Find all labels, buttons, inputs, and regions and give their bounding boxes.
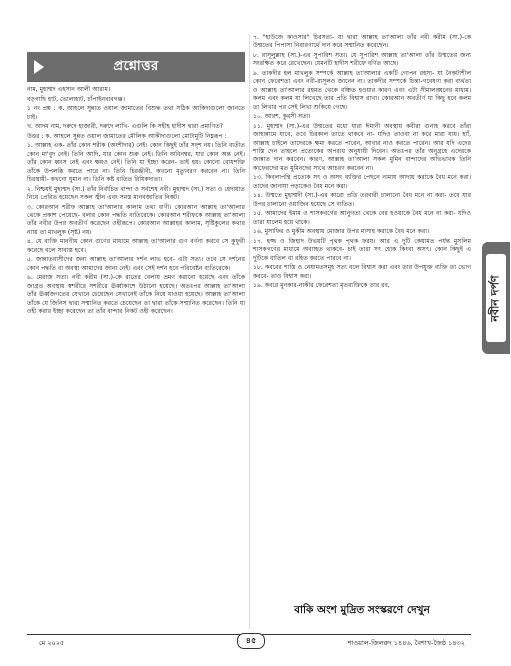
paragraph: ৬. মেরাজ সত্য। নবী করীম (সা.)-কে রাতের বেলায় ভ্রমণ করানো হয়েছে এবং তাঁকে জাগ্রত অবস্থায় স্বশরীরে সশরীরে ঊর্ধ্বাকাশে উঠানো হয়েছে। অতঃপর আল্লাহ তা'আলা তাঁর ঊর্ধ্বজগতের যেখানে চেয়েছেন সেখানেই তাঁকে নিয়ে যাওয়া হয়েছে। আল্লাহ তা'আলা তাঁকে যে জিনিস দ্বারা সম্মানিত করতে চেয়েছেন তা দ্বারা তাঁকে সম্মানিত করেছেন। তিনি যা ওহী করার ইচ্ছা করেছেন তা তাঁর বান্দার নিকট ওহী করেছেন। [27, 274, 245, 316]
arrow-icon [34, 60, 44, 74]
paragraph: নাম, মুহাম্মদ এহসান আলী আরাম। [27, 86, 111, 93]
continued-note: বাকি অংশ মুদ্রিত সংস্করণে দেখুন [294, 604, 430, 616]
paragraph: ১৪. উম্মতে মুহাম্মদী (সা.)-এর কারো প্রতি তরবারী চালানো বৈধ মনে না করা- তবে যার উপর চালানো ওয়াজিব হয়েছে সে ব্যতিত। [253, 192, 471, 208]
column-divider [249, 34, 250, 629]
paragraph: ১৫. আমাদের ইমাম ও শাসকবর্গের আনুগত্য থেকে বের হওয়াকে বৈধ মনে না করা- যদিও তারা যালেম হয়ে থাকে। [253, 210, 471, 226]
paragraph: উত্তর : ক. আহলে সুন্নত ওয়াল জামাতের মৌলিক আকীদাগুলো মোটামুটি নিম্নরূপ : [27, 132, 227, 140]
page-footer [27, 634, 471, 649]
section-title: প্রশ্নোত্তর [113, 58, 159, 74]
page-number: ৪৫ [237, 633, 265, 649]
paragraph: ১১. মুহাম্মদ (সা.)-এর উম্মতের মধ্যে যারা ঈমানী অবস্থায় কবীরা গুনাহ করবে তাঁরা জাহান্নামে যাবে, তবে চিরকাল তাতে থাকবে না- যদিও তাওবা না করে মারা যায়। হ্যাঁ, আল্লাহ চাইলে তাদেরকে ক্ষমা করতে পারেন, আবার নাও করতে পারেন। আর যদি এদের শাস্তি দেন তাহলে প্রত্যেকের অপরাধ অনুযায়ী দিবেন। অতঃপর তাঁর অনুগ্রহে এদেরকে জান্নাত দান করবেন। কারণ, আল্লাহ তা'আলা সকল মুমিন বান্দাদের অভিভাবক তিনি কাফেরদের মত মুমিনদের সাথে আচরণ করবেন না। [253, 122, 471, 172]
footer-date: মে ২০২৫ [39, 639, 65, 647]
paragraph: ১৮. কবরের শাস্তি ও নেয়ামতসমূহ সত্য বলে বিশ্বাস করা এবং তার উপযুক্ত ব্যক্তি তা ভোগ করবে- তাও বিশ্বাস করা। [253, 264, 471, 280]
paragraph: ১. আল্লাহ এক- তাঁর কোন শরীক (অংশীদার) নেই। কোন কিছুই তাঁর সদৃশ নয়। তিনি ব্যতীত কোন মা'বুদ নেই। তিনি আদি, যার কোন শুরু নেই। তিনি অবিনশ্বর, যার কোন অন্ত নেই। তাঁর কোন ধ্বংস নেই এবং ক্ষয়ও নেই। তিনি যা ইচ্ছা করেন- তাই হয়। কোনো বোধশক্তি তাঁকে উপলব্ধি করতে পারে না। তিনি চিরঞ্জীবী, কখনো মৃত্যুবরণ করবেন না। তিনি চিরস্থায়ী- কখনো ঘুমান না। তিনি কষ্ট ব্যতিত রিযিকদাতা। [27, 142, 245, 183]
paragraph: ৪. যে ব্যক্তি মানবীয় কোন গুণের মাধ্যমে আল্লাহ তা'আলার গুণ বর্ণনা করবে সে কুফুরী করেছে বলে সাব্যস্ত হবে। [27, 238, 245, 254]
side-tab [482, 242, 510, 354]
paragraph: ৩. কোরআন শরীফ আল্লাহ তা'আলার কালাম তথা বাণী। কোরআন আল্লাহ তা'আলার থেকে প্রকাশ পেয়েছে- বলার কোন পদ্ধতি ব্যতিরেকে। কোরআন শরীফকে আল্লাহ তা'আলা তাঁর নবীর উপর অবতীর্ণ করেছেন ওহীরূপে। কোরআন আল্লাহর কালাম, সৃষ্টিকুলের কথার ন্যায় তা মাখলুক (সৃষ্ট) নয়। [27, 203, 245, 236]
left-column [27, 86, 245, 318]
side-tab-label-box [486, 254, 506, 342]
paragraph: ৭. "হাউজে কাওসার" চিরসত্য- যা দ্বারা আল্লাহ তা'আলা তাঁর নবী করীম (সা.)-কে উম্মতের পিপাসা নিবারণার্থে দান করে সম্মানিত করেছেন। [253, 34, 471, 50]
section-banner [27, 52, 245, 82]
paragraph: ৫. জান্নাতবাসীদের জন্য আল্লাহ তা'আলার দর্শন লাভ হবে- এটা সত্য। তবে সে দর্শনের কোন পদ্ধতি বা অবস্থা আমাদের জানা নেই। এবং সেই দর্শন হবে পরিবেষ্টন ব্যতিরেকে। [27, 256, 245, 272]
paragraph: ১৭. হজ্জ ও জিহাদ উভয়টি পৃথক পৃথক ফরয। আর এ দুটি কেয়ামত পর্যন্ত মুসলিম শাসকগণের মাধ্যমে অব্যাহত থাকবে- চাই তারা সৎ হোক কিংবা অসৎ। কোন কিছুই এ দুটিকে বাতিল বা রহিত করতে পারবে না। [253, 238, 471, 262]
paragraph: ৯. তাকদীর হল মাখলুক সম্পর্কে আল্লাহ তা'আলার একটি গোপন রহস্য- যা নৈকট্যশীল কোন ফেরেশতা এবং নবী-রাসূলও জানেন না। তাকদীর সম্পর্কে চিন্তা-গবেষণা করা ব্যর্থতা ও আল্লাহ তা'আলার রহমত থেকে বঞ্চিত হওয়ার কারণ এবং এটা সীমালঙ্ঘনের মাধ্যম। কলম এবং কলম যা লিখেছে তার প্রতি বিশ্বাস রাখা। কোরআন অবতীর্ণ যা কিছু হবে কলম তা লিখার পর সেই লিখা শুকিয়ে গেছে। [253, 70, 471, 111]
paragraph: ১৬. মুসাফির ও মুকীম অবস্থায় মোজার উপর মাসাহ করাকে বৈধ মনে করা। [253, 228, 430, 236]
footer-hijri-bangla-date: শাওয়াল-জিলক্বদ ১৪৪৬, বৈশাখ-জৈষ্ঠ ১৪৩২ [347, 639, 465, 647]
right-column [253, 34, 471, 292]
side-tab-label: নবীন দর্পণ [488, 274, 502, 322]
paragraph: ১৯. কবরে মুনকার-নাকীর ফেরেশতা মৃতব্যক্তিকে তার রব, [253, 282, 390, 290]
paragraph: ২. নিশ্চয়ই মুহাম্মদ (সা.) তাঁর নির্বাচিত বান্দা ও সর্বশেষ নবী। মুহাম্মদ (সা.) সত্য ও হেদায়াত নিয়ে প্রেরিত হয়েছেন সকল জ্বীন এবং সমস্ত মানবজাতির নিকট। [27, 185, 245, 201]
paragraph: ১৩. কিবলাপন্থি প্রত্যেক সৎ ও অসৎ ব্যক্তির পেছনে নামায আদায় করাকে বৈধ মনে করা। তাদের জানাযা পড়াকেও বৈধ মনে করা। [253, 174, 471, 190]
paragraph: খ. আদম নাম, দরুদে হাজারী, দরুদে লাখি- এগুলি কি সহীহ হাদীস দ্বারা প্রমাণিত? [27, 123, 224, 131]
paragraph: বড়গাছি হাট, ভোলাহাট, চাঁপাইনবাবগঞ্জ। [27, 95, 125, 103]
paragraph: ১০. আরশ, কুরসী সত্য। [253, 113, 311, 121]
paragraph: ১ নং প্রশ্ন : ক. আহলে সুন্নাত ওয়াল জামাতের বিশুদ্ধ তথা সঠিক আকিদাগুলো জানতে চাই। [27, 105, 245, 121]
paragraph: ৮. রাসূলুল্লাহ (সা.)-এর সুপারিশ সত্য। যে সুপারিশ আল্লাহ তা'আলা তাঁর উম্মতের জন্য সংরক্ষিত করে রেখেছেন। যেমনটি হাদীস শরীফে বর্ণিত আছে। [253, 52, 471, 68]
